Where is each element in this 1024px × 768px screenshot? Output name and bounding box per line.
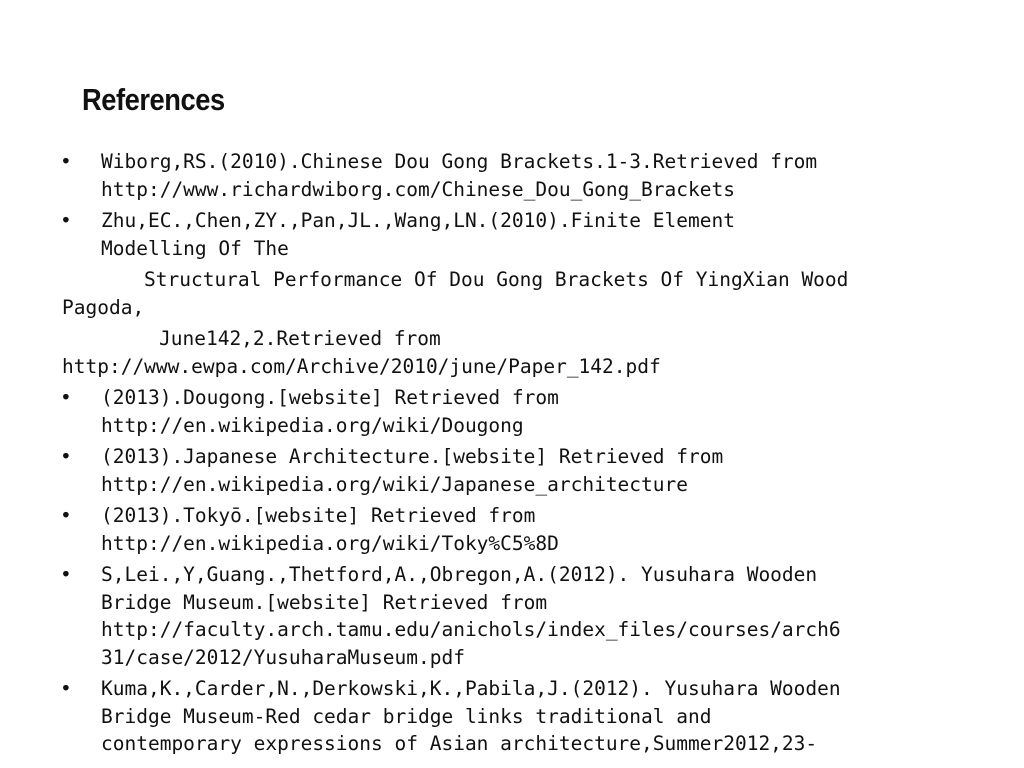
bullet-icon: •	[60, 677, 72, 700]
reference-line: contemporary expressions of Asian architecture,Summer2012,23-	[101, 732, 818, 755]
reference-url[interactable]: 31/case/2012/YusuharaMuseum.pdf	[101, 645, 465, 669]
reference-line: Zhu,EC.,Chen,ZY.,Pan,JL.,Wang,LN.(2010).Finite Element	[101, 209, 735, 232]
reference-item	[0, 675, 1024, 758]
reference-continuation	[0, 266, 1024, 321]
continuation-text: Structural Performance Of Dou Gong Brackets Of YingXian Wood	[144, 268, 849, 291]
reference-line: Bridge Museum-Red cedar bridge links traditional and	[101, 704, 712, 728]
reference-item	[0, 502, 1024, 557]
reference-line: Modelling Of The	[101, 236, 289, 260]
reference-item	[0, 384, 1024, 439]
reference-line: (2013).Tokyō.[website] Retrieved from	[101, 504, 536, 527]
reference-continuation	[0, 325, 1024, 380]
reference-url[interactable]: http://en.wikipedia.org/wiki/Japanese_architecture	[101, 472, 688, 496]
reference-item	[0, 561, 1024, 671]
reference-item	[0, 148, 1024, 203]
reference-line: (2013).Dougong.[website] Retrieved from	[101, 386, 559, 409]
reference-url[interactable]: http://faculty.arch.tamu.edu/anichols/index_files/courses/arch6	[101, 618, 841, 641]
continuation-text: June142,2.Retrieved from	[159, 327, 441, 350]
bullet-icon: •	[60, 563, 72, 586]
continuation-line	[62, 266, 984, 294]
reference-item	[0, 443, 1024, 498]
reference-line: Bridge Museum.[website] Retrieved from	[101, 590, 548, 614]
bullet-icon: •	[60, 445, 72, 468]
bullet-icon: •	[60, 504, 72, 527]
continuation-line	[62, 325, 984, 353]
reference-url[interactable]: http://en.wikipedia.org/wiki/Dougong	[101, 413, 524, 437]
reference-url[interactable]: http://en.wikipedia.org/wiki/Toky%C5%8D	[101, 531, 559, 555]
bullet-icon: •	[60, 386, 72, 409]
references-list	[0, 148, 1024, 762]
reference-line: S,Lei.,Y,Guang.,Thetford,A.,Obregon,A.(2012). Yusuhara Wooden	[101, 563, 818, 586]
bullet-icon: •	[60, 150, 72, 173]
reference-item	[0, 207, 1024, 262]
reference-line: Wiborg,RS.(2010).Chinese Dou Gong Brackets.1-3.Retrieved from	[101, 150, 818, 173]
reference-url[interactable]: http://www.ewpa.com/Archive/2010/june/Paper_142.pdf	[62, 354, 661, 378]
reference-line: Kuma,K.,Carder,N.,Derkowski,K.,Pabila,J.(2012). Yusuhara Wooden	[101, 677, 841, 700]
continuation-line: Pagoda,	[62, 295, 145, 319]
reference-url[interactable]: http://www.richardwiborg.com/Chinese_Dou_Gong_Brackets	[101, 177, 735, 201]
bullet-icon: •	[60, 209, 72, 232]
slide-title: References	[82, 82, 225, 117]
reference-line: (2013).Japanese Architecture.[website] Retrieved from	[101, 445, 724, 468]
